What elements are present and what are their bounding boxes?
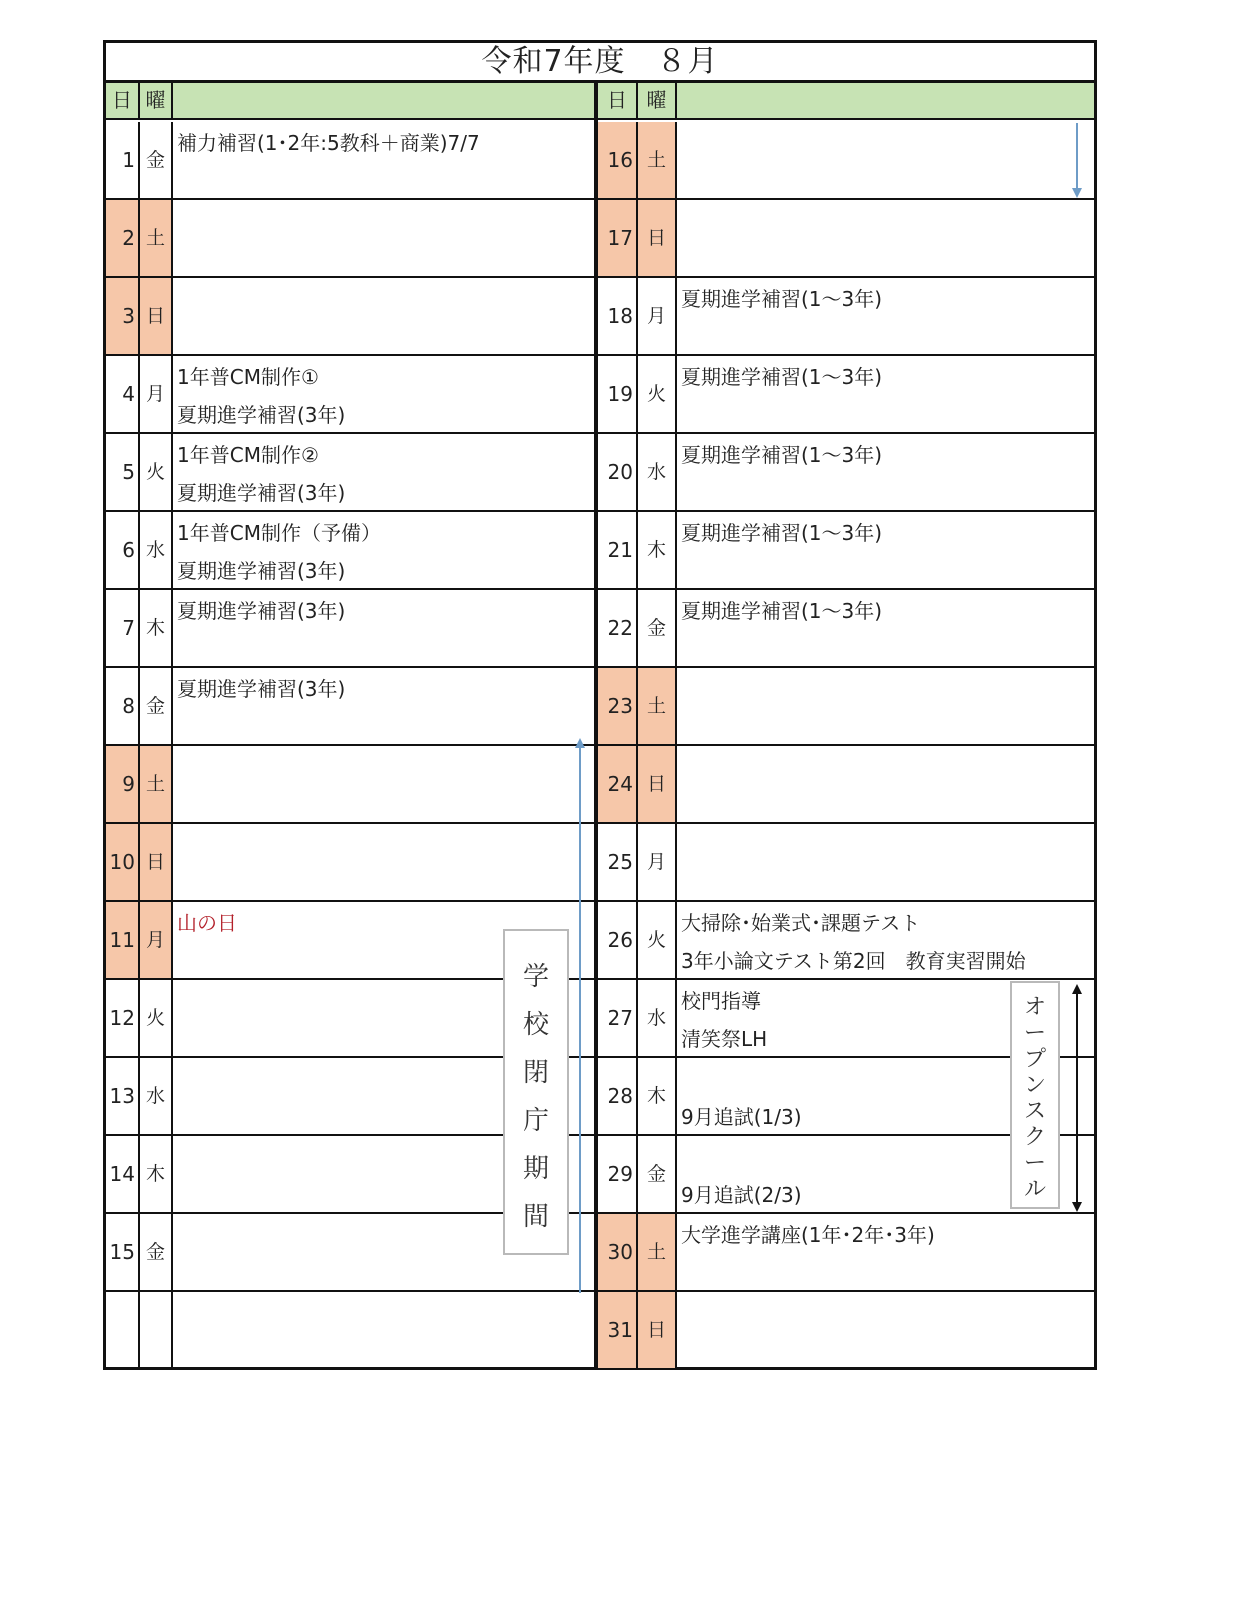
day-number: 21 [598, 512, 638, 588]
day-number: 28 [598, 1058, 638, 1134]
header-dow: 曜 [638, 83, 677, 118]
day-of-week: 月 [140, 356, 173, 432]
day-of-week: 木 [638, 1058, 677, 1134]
day-of-week: 日 [140, 278, 173, 354]
event-line: 9月追試(1/3) [681, 1105, 802, 1129]
day-number: 26 [598, 902, 638, 978]
day-of-week: 土 [638, 668, 677, 744]
day-number: 12 [106, 980, 140, 1056]
calendar-table [103, 40, 1097, 1370]
day-of-week: 日 [638, 746, 677, 822]
day-of-week: 日 [638, 200, 677, 276]
day-of-week: 土 [140, 200, 173, 276]
day-number: 31 [598, 1292, 638, 1368]
day-number: 9 [106, 746, 140, 822]
event-line: 夏期進学補習(3年) [177, 599, 346, 623]
event-line: 大掃除･始業式･課題テスト [681, 911, 921, 935]
school-closed-char: 期 [522, 1154, 549, 1184]
day-of-week: 土 [638, 1214, 677, 1290]
school-closed-char: 庁 [522, 1106, 549, 1136]
event-line: 1年普CM制作① [177, 365, 319, 389]
event-line: 夏期進学補習(1～3年) [681, 287, 883, 311]
day-number: 17 [598, 200, 638, 276]
day-number: 16 [598, 122, 638, 198]
day-number: 5 [106, 434, 140, 510]
day-of-week: 火 [638, 356, 677, 432]
day-of-week: 木 [140, 590, 173, 666]
day-of-week: 日 [638, 1292, 677, 1368]
day-of-week: 月 [638, 824, 677, 900]
day-number: 27 [598, 980, 638, 1056]
school-closed-char: 学 [522, 962, 549, 992]
event-line: 夏期進学補習(3年) [177, 677, 346, 701]
day-of-week: 月 [140, 902, 173, 978]
day-of-week: 日 [140, 824, 173, 900]
day-number: 20 [598, 434, 638, 510]
day-of-week: 金 [140, 1214, 173, 1290]
day-of-week: 土 [638, 122, 677, 198]
event-line: 1年普CM制作（予備） [177, 521, 381, 545]
event-line: 校門指導 [681, 989, 761, 1013]
day-of-week: 土 [140, 746, 173, 822]
day-of-week: 木 [638, 512, 677, 588]
header-day: 日 [598, 83, 638, 118]
school-closed-char: 閉 [522, 1058, 549, 1088]
holiday-label: 山の日 [177, 911, 237, 935]
open-school-char: ー [1023, 1151, 1046, 1176]
open-school-char: ー [1023, 1021, 1046, 1046]
day-of-week: 金 [638, 1136, 677, 1212]
day-number: 10 [106, 824, 140, 900]
event-line: 1年普CM制作② [177, 443, 319, 467]
day-number: 2 [106, 200, 140, 276]
day-number: 19 [598, 356, 638, 432]
day-number: 15 [106, 1214, 140, 1290]
day-of-week: 火 [140, 434, 173, 510]
day-number: 13 [106, 1058, 140, 1134]
open-school-char: プ [1023, 1047, 1046, 1072]
day-of-week: 水 [140, 1058, 173, 1134]
event-line: 夏期進学補習(1～3年) [681, 521, 883, 545]
event-line: 夏期進学補習(1～3年) [681, 365, 883, 389]
day-of-week: 金 [638, 590, 677, 666]
day-number: 29 [598, 1136, 638, 1212]
day-of-week: 金 [140, 668, 173, 744]
school-closed-char: 校 [522, 1010, 549, 1040]
day-number: 22 [598, 590, 638, 666]
event-line: 補力補習(1･2年:5教科＋商業)7/7 [177, 131, 480, 155]
day-number: 7 [106, 590, 140, 666]
arrows-layer [106, 43, 1094, 1367]
day-of-week: 水 [638, 980, 677, 1056]
open-school-char: ル [1023, 1177, 1046, 1202]
day-number: 1 [106, 122, 140, 198]
school-closed-char: 間 [522, 1202, 549, 1232]
day-of-week: 金 [140, 122, 173, 198]
event-line: 清笑祭LH [681, 1027, 768, 1051]
day-number: 25 [598, 824, 638, 900]
day-number: 11 [106, 902, 140, 978]
event-line: 夏期進学補習(1～3年) [681, 599, 883, 623]
event-line: 夏期進学補習(3年) [177, 403, 346, 427]
day-of-week: 水 [140, 512, 173, 588]
header-day: 日 [106, 83, 140, 118]
day-of-week: 木 [140, 1136, 173, 1212]
open-school-char: ン [1023, 1073, 1046, 1098]
day-number: 14 [106, 1136, 140, 1212]
event-line: 夏期進学補習(1～3年) [681, 443, 883, 467]
day-number: 4 [106, 356, 140, 432]
event-line: 大学進学講座(1年･2年･3年) [681, 1223, 935, 1247]
calendar-title: 令和7年度 ８月 [106, 43, 1094, 83]
day-number: 8 [106, 668, 140, 744]
day-of-week: 月 [638, 278, 677, 354]
day-of-week: 火 [140, 980, 173, 1056]
day-number: 23 [598, 668, 638, 744]
day-number: 6 [106, 512, 140, 588]
event-line: 夏期進学補習(3年) [177, 481, 346, 505]
day-number: 3 [106, 278, 140, 354]
day-number: 18 [598, 278, 638, 354]
open-school-char: ス [1023, 1099, 1046, 1124]
event-line: 夏期進学補習(3年) [177, 559, 346, 583]
open-school-char: ク [1023, 1125, 1046, 1150]
day-of-week: 火 [638, 902, 677, 978]
header-dow: 曜 [140, 83, 173, 118]
event-line: 3年小論文テスト第2回 教育実習開始 [681, 949, 1026, 973]
day-number: 24 [598, 746, 638, 822]
day-number: 30 [598, 1214, 638, 1290]
open-school-char: オ [1023, 995, 1046, 1020]
day-of-week: 水 [638, 434, 677, 510]
event-line: 9月追試(2/3) [681, 1183, 802, 1207]
